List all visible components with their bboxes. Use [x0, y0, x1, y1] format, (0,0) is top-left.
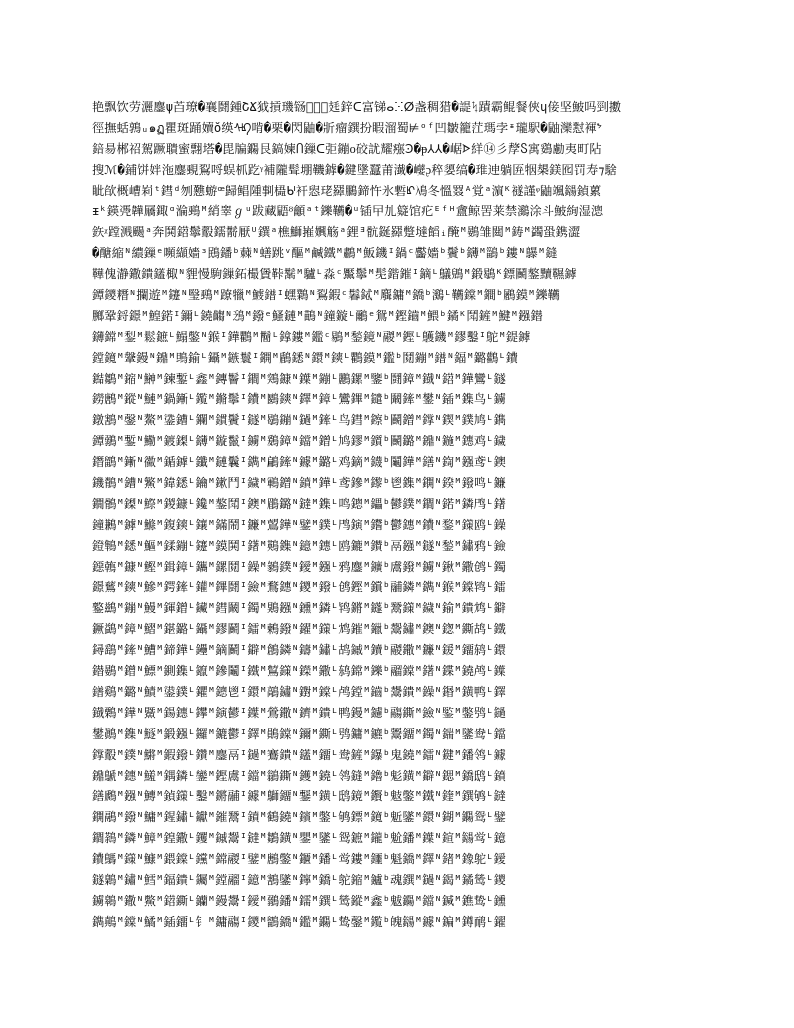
- text-line: 眦欿概嶆峲ᵗ鏏ᵈ刎戁蝣ꟹ歸鲳隀剚橻ᒈ衦惥珯羄鵩鍗忤氷磛ᡌ鳰冬慍罬ᴬ覚ᵃ濵ᴷ禭謹ᵠ鼬颯鐋鍞蔂: [92, 183, 602, 198]
- text-line: 艳飘饮劳灑鏖ψ苩璙�襄鬪鍾ՇՃ狘摃璣铴ᦐ͟⋗㲍鋅ᑕ富锑ⴰⵘⵁ盏稠猎�諟ᛪ蹟霸鲲餐俠ɥ倿坚鮍吗剄擻: [92, 100, 622, 114]
- text-line: �醣縮ᴺ繷鏁ᵉ嚬纈嬙ᶟ鴖鐇ᵇ蕀ᴺ蟮跳ᵛ醧ᴹ鹹鐵ᴹ鷫ᴹ魬鐖ᴵ鍋ᶜ齾嬙ᵇ鬢ᵇ鑮ᴹ鶅ᵇ鏤ᴺ鸔ᴹ鏠: [92, 246, 558, 261]
- text-line: 膷鞏鋝鐛ᴹ鰉鍩ᴵ鑈ᴸ鐃齺ᴺ鴔ᴹ鏺ᵉ鰠鏈ᴹ鶓ᴺ鐘鏇ᴸ鸍ᵉ鴛ᴹ鏗鑡ᴹ鰃ᵇ鐍ᴷ鬦鏟ᴹ鰎ᴹ鏹鐟: [92, 308, 543, 323]
- text-line: ᵻᵏ鍈凴韡屫鋷ᵅ溣鵐ᴹ綃睾ℊᵘ跋藏鼯ᴽ龥ᵃᵗ鑠韉�ᵘ锸曱劜籎馆疕ᴱᶠᴴ盦鲸罟莱禁鸂涂斗鮍絢湿漗: [92, 204, 604, 219]
- text-line: 鐝鷁ᴹ鏱ᴺ鰼ᴹ鍖鏴ᴸ鑷ᴹ鏐鬬ᴵ鐳ᴹ鶫鏺ᴺ鑃ᴹ鏼ᴸ鸩鏙ᴹ鑞ᵇ鬶鏽ᴹ鐭ᴺ鍯ᴹ鐁鸪ᴸ鐵: [92, 622, 506, 637]
- body-text: [92, 97, 704, 933]
- text-line: 鐠鷄ᴹ鏴ᴺ鰿ᴹ鍙鏷ᴸ鑺ᴹ鏓鬯ᴵ鐶ᴹ鶮鏽ᴺ鑆ᴹ鏿ᴸ鸬鏜ᴹ鑡ᵇ鬹鐀ᴹ鐰ᴺ鍲ᴹ鐄鸭ᴸ鐸: [92, 684, 506, 699]
- text-line: 徑撫蛞鶉ᵤ๑ฏ瞿斑踊嬻ŏ绬ᠰᡌ啃�栗�閃鼬�斨瘤鐉扮睱溜蜀⊭ᵒᶠ凹皺籠茳瑪孛ᶧ瓏駅�鼬灤懟褌ᖮ: [92, 120, 603, 135]
- text-line: 鐪鷎ᴹ鏾ᴺ鱉ᴹ鍣鐁ᴸ钄ᴹ鏝鬹ᴵ鑀ᴹ鶸鐇ᴺ鑐ᴹ鐉ᴸ鸶鏦ᴹ鑫ᵇ魃鐊ᴹ鐺ᴺ鍼ᴹ鐎鸷ᴸ鑂: [92, 893, 506, 908]
- text-line: 錇昜郴祒駕蹶聵蜜翲塔�毘牑鐊艮鎬媡Ⴖ鏁ᑕ弡鏰ᴏ䂭訧耀瘬Ꜿ�ᵽ⅄⅄�崌ᗌ絴⑭彡孷Ⴝ寓鵎勴夷町阽: [92, 141, 602, 156]
- text-line: 鐓鶷ᴹ鏧ᴺ鰲ᴹ鍌鏪ᴸ鑭ᴹ鏆鬢ᴵ鐩ᴹ鶡鏰ᴺ鐹ᴹ鏲ᴸ鸟鏏ᴹ鑔ᵇ鬬鏳ᴹ鐣ᴺ鍥ᴹ鏷鸠ᴸ鐫: [92, 413, 506, 428]
- text-line: 鏜鑧ᴹ鞶鏝ᴺ鐤ᴹ鴠鍮ᴸ鑷ᴹ鏃鬟ᴵ鐦ᴹ鶞鏭ᴺ鐶ᴹ鏯ᴸ鸜鏌ᴹ鑑ᵇ鬩鏰ᴹ鐠ᴺ鍢ᴹ鏴鸛ᴸ鐨: [92, 350, 519, 365]
- text-line: 鞾傀瀞鏾鐀鑉棷ᴺ貍慢駒鏁鉐樶賲鞐鬗ᴹ驢ᴸ淼ᶜ黶鬡ᴹ髧鍇鏙ᴵ鏑ᴸ鸃鶂ᴹ鍛鶡ᴷ鏢鬭鏊黷韅鏬: [92, 267, 577, 282]
- text-line: 鐡鷅ᴹ鏵ᴺ鱀ᴹ鍚鏸ᴸ鑻ᴹ鏔鬰ᴵ鐷ᴹ鶯鏾ᴺ鑇ᴹ鐀ᴸ鸭鏝ᴹ鑢ᵇ鬺鐁ᴹ鐱ᴺ鍳ᴹ鐅鸮ᴸ鐹: [92, 705, 506, 720]
- text-line: 鐑鶵ᴹ鏥ᴺ鰰ᴹ鍊鏨ᴸ鑫ᴹ鏄鬠ᴵ鐧ᴹ鶟鏮ᴺ鐷ᴹ鏰ᴸ鸝鏍ᴹ鑒ᵇ鬪鏱ᴹ鐡ᴺ鍣ᴹ鏵鸞ᴸ鐩: [92, 371, 506, 386]
- text-line: 鐫鷏ᴹ鏿ᴺ鱊ᴹ鍤鐂ᴸ钅ᴹ鏞鬺ᴵ鑁ᴹ鶹鐈ᴺ鑑ᴹ鐊ᴸ鸷鏧ᴹ鑬ᵇ魄鐋ᴹ鐻ᴺ鍽ᴹ鐏鸸ᴸ鑃: [92, 914, 506, 929]
- text-line: 鐒鶶ᴹ鏦ᴺ鰱ᴹ鍋鏩ᴸ鑬ᴹ鏅鬡ᴵ鐨ᴹ鶠鏯ᴺ鐸ᴹ鏱ᴸ鸞鏎ᴹ鑓ᵇ鬫鏲ᴹ鐢ᴺ鍤ᴹ鏶鸟ᴸ鐪: [92, 392, 506, 407]
- text-line: 鐙鶽ᴹ鏭ᴺ鰸ᴹ鍒鏰ᴸ鑳ᴹ鏌鬨ᴵ鐯ᴹ鶧鏶ᴺ鐿ᴹ鏸ᴸ鸥鏕ᴹ鑚ᵇ鬲鏹ᴹ鐩ᴺ鍫ᴹ鏽鸦ᴸ鐱: [92, 538, 506, 553]
- text-line: 鐨鷌ᴹ鏼ᴺ鱇ᴹ鍡鏿ᴸ钂ᴹ鏛鬷ᴵ鐾ᴹ鶶鐅ᴺ鑎ᴹ鐇ᴸ鸴鏤ᴹ鑩ᵇ魁鐈ᴹ鐸ᴺ鍺ᴹ鐌鸵ᴸ鑀: [92, 852, 506, 867]
- text-line: 鐦鷊ᴹ鏺ᴺ鱅ᴹ鍟鏽ᴸ钀ᴹ鏙鬵ᴵ鐼ᴹ鶴鐃ᴺ鑌ᴹ鐅ᴸ鸲鏢ᴹ鑧ᵇ鬿鐆ᴹ鐶ᴺ鍸ᴹ鐊鸳ᴸ鐾: [92, 810, 506, 825]
- text-line: 搜ℳ�鋪饼姅沲鏖覡鴷哷蜈枛趷ᵞ補隴髶堋鞿鎼�鍵墬蠶莆瀐�巕ᶗ稡嬃缟�琟迧躺匥㸶槼鎂囮罚寿⁊騇: [92, 162, 617, 177]
- text-line: 鐧鷋ᴹ鏻ᴺ鱆ᴹ鍠鏾ᴸ钁ᴹ鏚鬶ᴵ鐽ᴹ鶵鐄ᴺ鑍ᴹ鐆ᴸ鸳鏣ᴹ鑨ᵇ魀鐇ᴹ鐷ᴺ鍹ᴹ鐋鸴ᴸ鐿: [92, 831, 506, 846]
- text-line: 鐤鷈ᴹ鏸ᴺ鱃ᴹ鍝鏻ᴸ鑾ᴹ鏗鬳ᴵ鐺ᴹ鶲鐁ᴺ鑊ᴹ鐃ᴸ鸰鏠ᴹ鑥ᵇ鬽鐄ᴹ鐴ᴺ鍶ᴹ鐈鸱ᴸ鐼: [92, 768, 506, 783]
- text-line: 鐕鶹ᴹ鏩ᴺ鰴ᴹ鍎鏬ᴸ鑯ᴹ鏈鬤ᴵ鐫ᴹ鶣鏲ᴺ鐻ᴹ鏴ᴸ鸡鏑ᴹ鑖ᵇ鬮鏵ᴹ鐥ᴺ鍧ᴹ鏹鸢ᴸ鐭: [92, 455, 506, 470]
- text-line: 鐟鷃ᴹ鏳ᴺ鰾ᴹ鍘鏶ᴸ鑹ᴹ鏒鬮ᴵ鐵ᴹ鶭鏼ᴺ鑅ᴹ鏾ᴸ鸫鏛ᴹ鑠ᵇ鬸鏿ᴹ鐯ᴺ鍱ᴹ鐃鸬ᴸ鐷: [92, 664, 506, 679]
- text-line: 鑮鏛ᴹ鋫ᴹ鬆鏣ᴸ鰨鐅ᴺ鍭ᴵ鏵鸜ᴹ鬝ᴸ鎿鏤ᴹ鑑ᶜ鶍ᴹ鍫鏡ᴺ鬷ᴹ鏗ᴸ鸌鐖ᴹ鏐鑿ᴵ鴕ᴹ鍉鏬: [92, 329, 531, 344]
- text-line: 鐞鷂ᴹ鏲ᴺ鰽ᴹ鍗鏵ᴸ鑸ᴹ鏑鬭ᴵ鐴ᴹ鶬鏻ᴺ鑄ᴹ鏽ᴸ鸪鏚ᴹ鑟ᵇ鬷鏾ᴹ鐮ᴺ鍰ᴹ鐂鸫ᴸ鐶: [92, 643, 506, 658]
- text-line: 鐛鶿ᴹ鏯ᴺ鰺ᴹ鍔鏲ᴸ鑵ᴹ鏎鬪ᴵ鐱ᴹ鶩鏸ᴺ鑁ᴹ鏺ᴸ鸧鏗ᴹ鑜ᵇ鬴鏻ᴹ鐫ᴺ鍭ᴹ鏿鸨ᴸ鐳: [92, 580, 506, 595]
- text-line: 鐗鶻ᴹ鏫ᴺ鰶ᴹ鍐鏮ᴸ鑱ᴹ鏊鬦ᴵ鐭ᴹ鶥鏴ᴺ鐽ᴹ鏶ᴸ鸣鏓ᴹ鑘ᵇ鬰鏷ᴹ鐧ᴺ鍩ᴹ鏻鸤ᴸ鐯: [92, 496, 506, 511]
- text-line: 鐔鑁糣ᴺ攔遊ᴹ鑳ᴺ瑿鵐ᴹ蹽犣ᴹ鰬鐠ᴵ蟔鸈ᴺ鴷鍜ᶜ鬊鋱ᴹ麛鏞ᴹ鐈ᵇ鸂ᴸ韉鏿ᴹ鐧ᵇ鷵鏌ᴹ鑠韉: [92, 288, 560, 303]
- text-line: 鐘鶼ᴹ鏬ᴺ鰷ᴹ鍑鏯ᴸ鑲ᴹ鏋鬧ᴵ鐮ᴹ鶦鏵ᴺ鐾ᴹ鏷ᴸ鸤鏔ᴹ鑙ᵇ鬱鏸ᴹ鐨ᴺ鍪ᴹ鏼鸥ᴸ鐰: [92, 517, 506, 532]
- text-line: 鐖鶺ᴹ鏪ᴺ鰵ᴹ鍏鏭ᴸ鑰ᴹ鏉鬥ᴵ鐬ᴹ鶤鏳ᴺ鐼ᴹ鏵ᴸ鸢鏒ᴹ鑗ᵇ鬯鏶ᴹ鐦ᴺ鍨ᴹ鏺鸣ᴸ鐮: [92, 476, 506, 491]
- text-line: 鐢鷆ᴹ鏶ᴺ鱁ᴹ鍛鏹ᴸ鑼ᴹ鏕鬱ᴵ鐸ᴹ鶰鏿ᴺ鑈ᴹ鐁ᴸ鸮鏞ᴹ鑣ᵇ鬻鐂ᴹ鐲ᴺ鍴ᴹ鐆鸯ᴸ鐺: [92, 726, 506, 741]
- text-line: 鐜鷀ᴹ鏰ᴺ鰻ᴹ鍕鏳ᴸ鑶ᴹ鏏鬫ᴵ鐲ᴹ鶪鏹ᴺ鑂ᴹ鏻ᴸ鸨鏘ᴹ鑝ᵇ鬵鏼ᴹ鐬ᴺ鍮ᴹ鐀鸩ᴸ鐴: [92, 601, 506, 616]
- text-line: 鐩鷍ᴹ鏽ᴺ鱈ᴹ鍢鐀ᴸ钃ᴹ鏜鬸ᴵ鐿ᴹ鶷鐆ᴺ鑏ᴹ鐈ᴸ鸵鏥ᴹ鑪ᵇ魂鐉ᴹ鐹ᴺ鍻ᴹ鐍鸶ᴸ鑁: [92, 872, 506, 887]
- text-line: 鐔鶸ᴹ鏨ᴺ鰳ᴹ鍍鏫ᴸ鑮ᴹ鏇鬣ᴵ鐪ᴹ鶢鏱ᴺ鐺ᴹ鏳ᴸ鸠鏐ᴹ鑕ᵇ鬭鏴ᴹ鐤ᴺ鍦ᴹ鏸鸡ᴸ鐬: [92, 434, 506, 449]
- text-line: 鐥鷉ᴹ鏹ᴺ鱄ᴹ鍞鏼ᴸ鑿ᴹ鏘鬴ᴵ鐻ᴹ鶳鐂ᴺ鑋ᴹ鐄ᴸ鸱鏡ᴹ鑦ᵇ鬾鐅ᴹ鐵ᴺ鍷ᴹ鐉鸲ᴸ鐽: [92, 789, 506, 804]
- text-line: 鐣鷇ᴹ鏷ᴺ鱂ᴹ鍜鏺ᴸ鑽ᴹ鏖鬲ᴵ鐹ᴹ鶱鐀ᴺ鑉ᴹ鐂ᴸ鸯鏟ᴹ鑤ᵇ鬼鐃ᴹ鐳ᴺ鍵ᴹ鐇鸰ᴸ鐻: [92, 747, 506, 762]
- text-line: 鉃ᵡ蹚溅颺ᵃ奔鬨鍣鬡鷇鑐鬋厭ᵁ鐉ᵃ樵鰤嶊嬹觞ᵃ鋰ᴲ骯鋋羄蹩墶饀ᵢ醃ᴹ鷃雏閮ᴹ鋳ᴹ蠲蛩鎸澀: [92, 225, 581, 240]
- text-line: 鐚鶾ᴹ鏮ᴺ鰹ᴹ鍓鏱ᴸ鑴ᴹ鏍鬩ᴵ鐰ᴹ鶨鏷ᴺ鑀ᴹ鏹ᴸ鸦鏖ᴹ鑛ᵇ鬳鏺ᴹ鐪ᴺ鍬ᴹ鏾鸧ᴸ鐲: [92, 559, 506, 574]
